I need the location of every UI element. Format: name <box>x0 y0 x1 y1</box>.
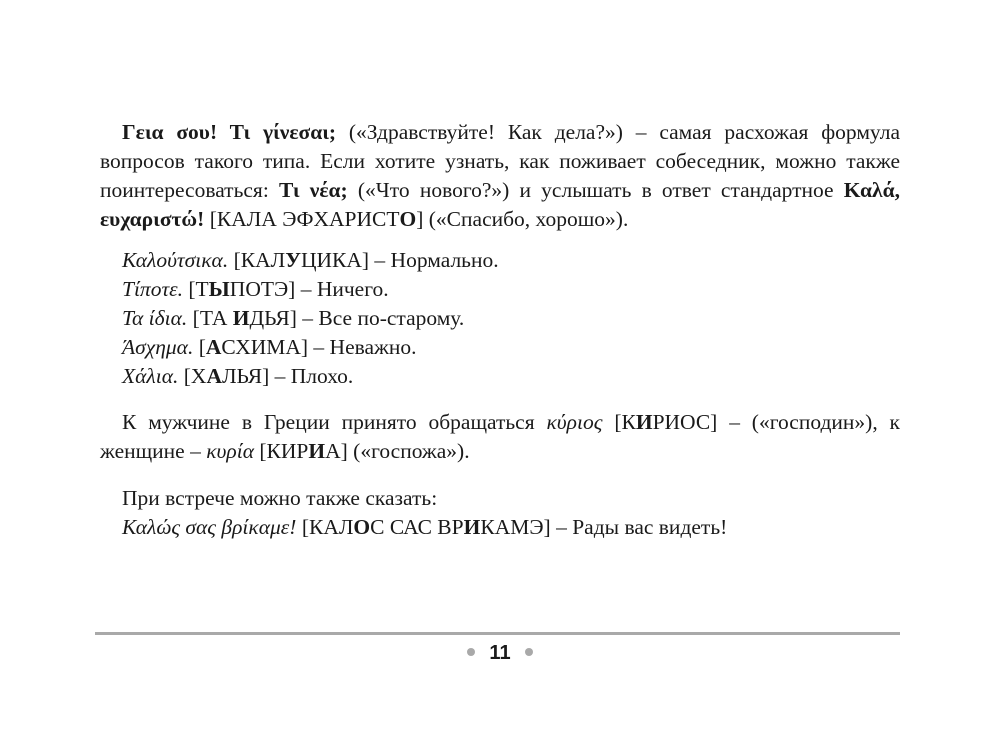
footer-divider <box>95 632 900 635</box>
phrase-stress: А <box>206 364 222 388</box>
phrase-translit: [ТА <box>187 306 233 330</box>
phrase-greek: Άσχημα. <box>122 335 194 359</box>
bullet-dot-icon <box>467 648 475 656</box>
phrase-line <box>122 333 900 362</box>
meeting-meaning: КАМЭ] – Рады вас видеть! <box>480 515 728 539</box>
phrase-meaning: ПОТЭ] – Ничего. <box>229 277 389 301</box>
phrase-line <box>122 246 900 275</box>
phrase-stress: Ы <box>208 277 230 301</box>
kyrios-meaning: РИОС] – («господин»), к женщине – <box>100 410 901 463</box>
meeting-stress: О <box>353 515 371 539</box>
meeting-stress: И <box>463 515 481 539</box>
phrase-meaning: ДЬЯ] – Все по-старому. <box>249 306 465 330</box>
page-number: 11 <box>489 642 511 664</box>
kyrios-translit: [К <box>602 410 636 434</box>
meeting-greek: Καλώς σας βρίκαμε! <box>122 515 297 539</box>
intro-paragraph <box>100 118 900 234</box>
phrase-translit: [КАЛ <box>228 248 286 272</box>
phrase-greek: Καλούτσικα. <box>122 248 229 272</box>
phrase-meaning: СХИМА] – Неважно. <box>221 335 417 359</box>
phrase-stress: У <box>285 248 301 272</box>
address-text: К мужчине в Греции принято обращаться <box>122 410 547 434</box>
page-footer <box>0 642 1000 665</box>
phrase-translit: [Т <box>183 277 209 301</box>
meeting-intro: При встрече можно также сказать: <box>122 486 438 510</box>
greeting-translation: («Здравствуйте! Как дела?») – самая расхожая формула вопросов такого типа. Если хотите узнать, как поживает собеседник, можно также поинтересоваться: <box>100 120 901 202</box>
phrase-meaning: ЛЬЯ] – Плохо. <box>221 364 354 388</box>
address-paragraph <box>100 408 900 466</box>
kala-phrase: Καλά, ευχαριστώ! <box>100 178 900 231</box>
meeting-translit: С САС ВР <box>370 515 464 539</box>
kyrios-word: κύριος <box>546 410 603 434</box>
phrase-greek: Τα ίδια. <box>122 306 188 330</box>
kyria-meaning: А] («госпожа»). <box>325 439 470 463</box>
meeting-translit: [КАЛ <box>296 515 354 539</box>
ti-nea-phrase: Τι νέα; <box>278 178 348 202</box>
bullet-dot-icon <box>525 648 533 656</box>
page-content <box>100 118 900 542</box>
phrase-translit: [ <box>193 335 206 359</box>
kyrios-stress: И <box>635 410 653 434</box>
kyria-stress: И <box>308 439 326 463</box>
phrase-translit: [Х <box>178 364 207 388</box>
kala-translit-close: ] («Спасибо, хорошо»). <box>416 207 629 231</box>
phrase-line <box>122 304 900 333</box>
phrase-stress: А <box>205 335 222 359</box>
kyria-word: κυρία <box>206 439 255 463</box>
kala-translit-open: [КАЛА ЭФХАРИСТ <box>204 207 400 231</box>
ti-nea-translation: («Что нового?») и услышать в ответ стандартное <box>347 178 844 202</box>
phrase-list <box>100 246 900 391</box>
meeting-block <box>100 484 900 542</box>
phrase-line <box>122 362 900 391</box>
phrase-meaning: ЦИКА] – Нормально. <box>300 248 499 272</box>
greeting-phrase: Γεια σου! Τι γίνεσαι; <box>122 120 337 144</box>
phrase-stress: И <box>232 306 250 330</box>
phrase-line <box>122 275 900 304</box>
kala-stress: О <box>399 207 417 231</box>
phrase-greek: Χάλια. <box>122 364 179 388</box>
phrase-greek: Τίποτε. <box>122 277 183 301</box>
kyria-translit: [КИР <box>254 439 309 463</box>
meeting-phrase-line <box>122 513 900 542</box>
